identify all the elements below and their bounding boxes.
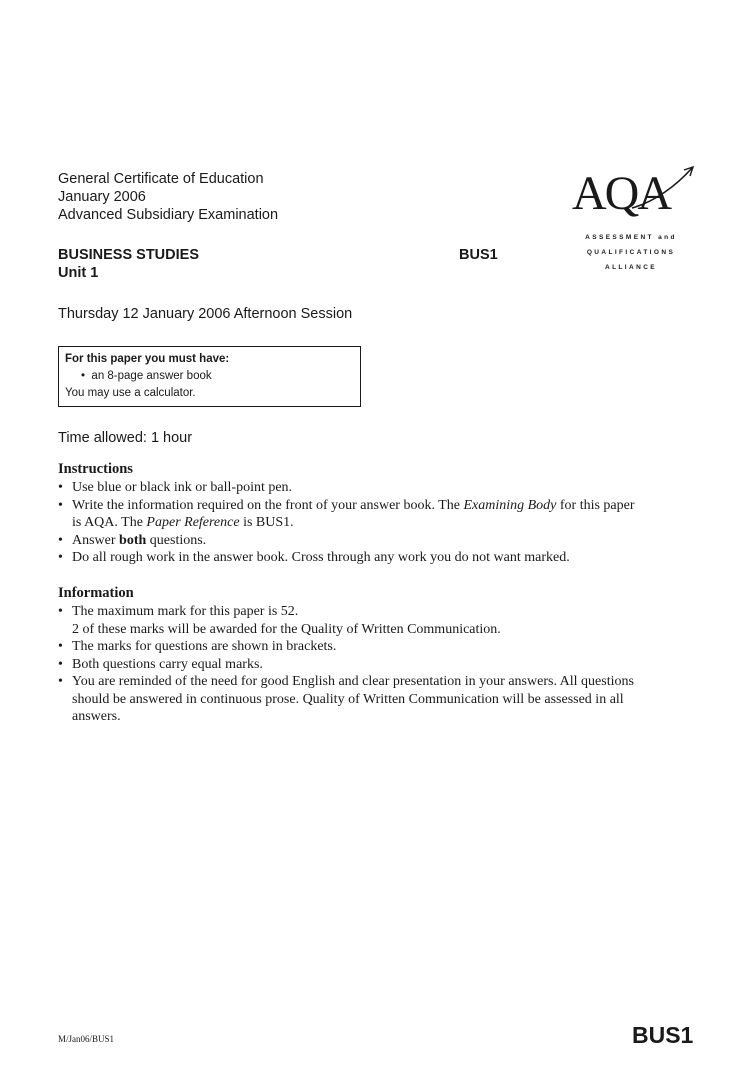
- bullet-icon: •: [58, 674, 63, 689]
- list-item: [58, 479, 708, 497]
- exam-level: Advanced Subsidiary Examination: [58, 207, 279, 223]
- instruction-text: Use blue or black ink or ball-point pen.: [72, 480, 293, 495]
- information-text: answers.: [72, 709, 121, 724]
- materials-item-text: an 8-page answer book: [91, 370, 212, 382]
- list-item: [58, 549, 708, 567]
- information-text: You are reminded of the need for good English and clear presentation in your answers. All questions: [72, 674, 634, 689]
- list-item: [58, 532, 708, 550]
- bullet-icon: •: [58, 480, 63, 495]
- logo-subtitle-2: QUALIFICATIONS: [586, 249, 676, 256]
- list-item: [58, 603, 708, 621]
- logo-subtitle-3: ALLIANCE: [604, 264, 658, 271]
- list-item: [58, 656, 708, 674]
- instructions-list: [58, 479, 708, 567]
- logo-subtitle-1: ASSESSMENT and: [585, 234, 677, 241]
- instructions-title: Instructions: [58, 461, 133, 477]
- list-item: [58, 673, 708, 726]
- instruction-emphasis: both: [119, 532, 147, 548]
- session-info: Thursday 12 January 2006 Afternoon Session: [58, 306, 353, 322]
- information-title: Information: [58, 585, 134, 601]
- information-text: Both questions carry equal marks.: [72, 656, 263, 672]
- logo-mark: AQA: [572, 167, 670, 220]
- instruction-text: is AQA. The: [72, 515, 147, 530]
- paper-code: BUS1: [459, 247, 498, 263]
- bullet-icon: •: [58, 639, 63, 654]
- information-text: The maximum mark for this paper is 52.: [72, 604, 299, 619]
- instruction-text: is BUS1.: [239, 515, 294, 530]
- materials-heading: For this paper you must have:: [65, 353, 230, 365]
- calculator-note: You may use a calculator.: [65, 387, 196, 399]
- instruction-text: Answer: [72, 532, 120, 548]
- instruction-text: Write the information required on the front of your answer book. The: [72, 497, 464, 513]
- information-list: [58, 603, 708, 726]
- exam-month: January 2006: [58, 189, 146, 205]
- footer-reference: M/Jan06/BUS1: [58, 1034, 115, 1044]
- list-item: [58, 497, 708, 532]
- information-text: should be answered in continuous prose. Quality of Written Communication will be assessed in all: [72, 691, 624, 707]
- instruction-text: questions.: [146, 532, 207, 548]
- instruction-emphasis: Examining Body: [463, 497, 557, 513]
- bullet-icon: •: [58, 497, 63, 513]
- bullet-icon: •: [58, 550, 63, 565]
- time-allowed: Time allowed: 1 hour: [58, 430, 193, 446]
- information-text: The marks for questions are shown in brackets.: [72, 639, 337, 654]
- footer-paper-code: BUS1: [632, 1022, 694, 1048]
- subject-title: BUSINESS STUDIES: [58, 247, 199, 263]
- information-continuation: 2 of these marks will be awarded for the Quality of Written Communication.: [72, 621, 501, 637]
- instruction-text: Do all rough work in the answer book. Cross through any work you do not want marked.: [72, 550, 570, 565]
- unit-title: Unit 1: [58, 265, 99, 281]
- materials-item: [65, 368, 354, 385]
- materials-box: [58, 346, 361, 407]
- bullet-icon: •: [81, 370, 92, 382]
- qualification-title: General Certificate of Education: [58, 171, 264, 187]
- instruction-text: for this paper: [556, 497, 635, 513]
- instruction-emphasis: Paper Reference: [146, 515, 240, 530]
- list-item: [58, 638, 708, 656]
- bullet-icon: •: [58, 656, 63, 672]
- aqa-logo: [566, 162, 696, 282]
- bullet-icon: •: [58, 532, 63, 548]
- bullet-icon: •: [58, 604, 63, 619]
